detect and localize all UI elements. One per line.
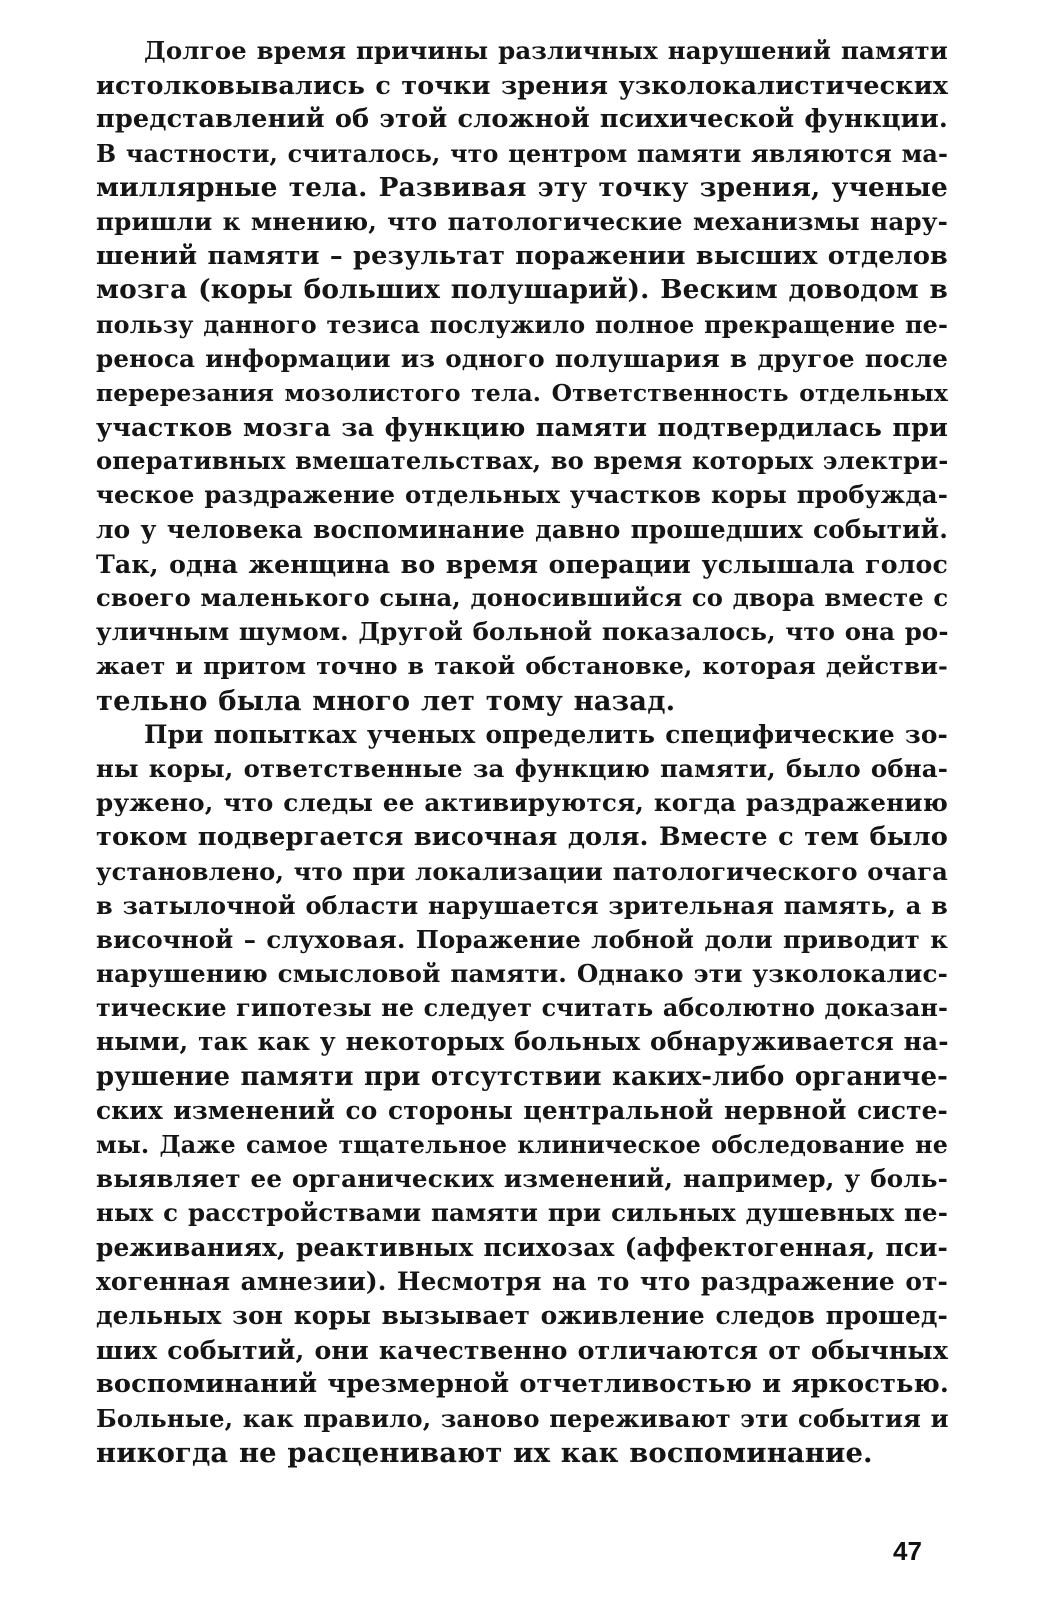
text-line: перерезания мозолистого тела. Ответственность отдельных (96, 378, 948, 407)
text-line: Долгое время причины различных нарушений памяти (144, 36, 948, 65)
text-line: хогенная амнезии). Несмотря на то что раздражение от- (96, 1266, 948, 1296)
text-line: реноса информации из одного полушария в другое после (96, 343, 948, 373)
text-line: ших событий, они качественно отличаются от обычных (96, 1335, 948, 1366)
text-line: реживаниях, реактивных психозах (аффектогенная, пси- (96, 1232, 948, 1262)
text-line: истолковывались с точки зрения узколокалистических (96, 70, 948, 101)
text-line: участков мозга за функцию памяти подтвердилась при (96, 412, 948, 443)
text-line: установлено, что при локализации патологического очага (96, 856, 948, 886)
text-line: тические гипотезы не следует считать абсолютно доказан- (96, 994, 948, 1023)
text-line: нарушению смысловой памяти. Однако эти узколокалис- (96, 959, 948, 989)
text-line: оперативных вмешательствах, во время которых электри- (96, 446, 949, 476)
text-line: током подвергается височная доля. Вместе с тем было (96, 822, 948, 853)
text-line: ны коры, ответственные за функцию памяти, было обна- (96, 753, 948, 783)
text-line: шений памяти – результат поражении высших отделов (96, 241, 948, 272)
text-line: тельно была много лет тому назад. (96, 684, 676, 717)
text-line: пришли к мнению, что патологические механизмы нару- (96, 206, 948, 236)
paragraph-2 (96, 718, 948, 1470)
page-number: 47 (893, 1536, 922, 1566)
text-line: Так, одна женщина во время операции услышала голос (96, 548, 948, 579)
text-line: мы. Даже самое тщательное клиническое обследование не (96, 1131, 948, 1159)
text-line: ских изменений со стороны центральной нервной систе- (96, 1095, 948, 1125)
text-line: В частности, считалось, что центром памяти являются ма- (96, 139, 948, 168)
text-line: ло у человека воспоминание давно прошедших событий. (96, 514, 948, 544)
text-line: височной – слуховая. Поражение лобной доли приводит к (96, 924, 948, 954)
text-line: уличным шумом. Другой больной показалось, что она ро- (96, 617, 949, 647)
text-line: Больные, как правило, заново переживают эти события и (96, 1403, 949, 1433)
text-line: никогда не расценивают их как воспоминание. (96, 1436, 873, 1469)
page-body (96, 34, 948, 1470)
text-line: жает и притом точно в такой обстановке, которая действи- (96, 652, 948, 681)
text-line: ческое раздражение отдельных участков коры пробужда- (96, 480, 948, 510)
text-line: представлений об этой сложной психической функции. (96, 104, 948, 135)
text-line: мозга (коры больших полушарий). Веским доводом в (96, 274, 948, 306)
text-line: миллярные тела. Развивая эту точку зрения, ученые (96, 171, 948, 203)
text-line: пользу данного тезиса послужило полное прекращение пе- (96, 310, 948, 339)
text-line: в затылочной области нарушается зрительная память, а в (96, 890, 948, 920)
text-line: выявляет ее органических изменений, например, у боль- (96, 1164, 948, 1194)
text-line: ными, так как у некоторых больных обнаруживается на- (96, 1027, 949, 1057)
text-line: своего маленького сына, доносившийся со двора вместе с (96, 583, 949, 612)
text-line: дельных зон коры вызывает оживление следов прошед- (96, 1300, 948, 1330)
text-line: ных с расстройствами памяти при сильных душевных пе- (96, 1198, 948, 1228)
text-line: рушение памяти при отсутствии каких-либо органиче- (96, 1061, 948, 1092)
paragraph-1 (96, 34, 948, 718)
text-line: ружено, что следы ее активируются, когда раздражению (96, 788, 948, 818)
text-line: При попытках ученых определить специфические зо- (144, 719, 948, 749)
text-line: воспоминаний чрезмерной отчетливостью и яркостью. (96, 1369, 949, 1400)
